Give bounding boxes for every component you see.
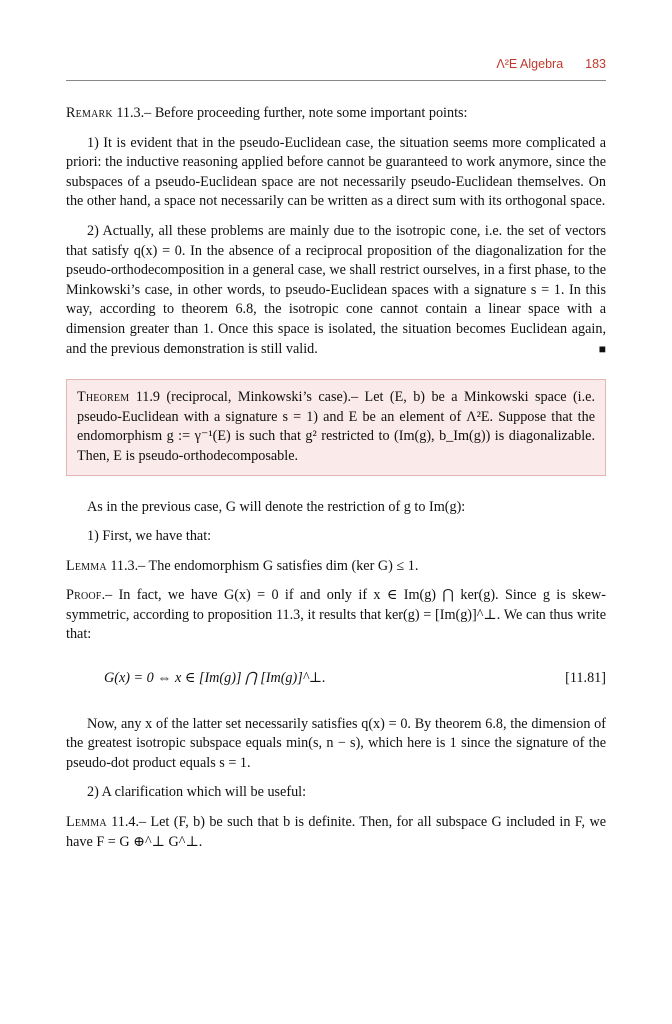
remark-intro: Before proceeding further, note some important points: (154, 105, 468, 121)
remark-point-1: 1) It is evident that in the pseudo-Euclidean case, the situation seems more complicated a priori: the inductive reasoning applied before cannot be guaranteed to work anymore, since the subspaces of a pseudo-Euclidean space are not necessarily pseudo-Euclidean themselves. On the other hand, a space not necessarily can be written as a direct sum with its orthogonal space. (66, 134, 606, 210)
remark-heading (66, 104, 606, 124)
proof-text: .– In fact, we have G(x) = 0 if and only if x ∈ Im(g) ⋂ ker(g). Since g is skew-symmetric, according to proposition 11.3, it results that ker(g) = [Im(g)]^⊥. We can thus write that: (66, 587, 606, 643)
equation-11-81 (66, 669, 606, 689)
remark-point-2 (66, 222, 606, 359)
theorem-box (66, 379, 606, 475)
remark-label: Remark (66, 105, 113, 121)
theorem (77, 388, 595, 466)
page-body (66, 104, 606, 862)
proof-label: Proof (66, 587, 102, 604)
lemma-text: 11.4.– Let (F, b) be such that b is definite. Then, for all subspace G included in F, we have F = G ⊕^⊥ G^⊥. (66, 814, 606, 850)
step-1: 1) First, we have that: (87, 528, 212, 545)
running-header-section: Λ²E Algebra (496, 57, 564, 71)
running-header (66, 57, 606, 71)
header-rule (66, 80, 606, 81)
lemma-label: Lemma (66, 814, 107, 831)
lemma-11-4 (66, 813, 606, 852)
proof (66, 586, 606, 645)
body-paragraph-2: Now, any x of the latter set necessarily satisfies q(x) = 0. By theorem 6.8, the dimension of the greatest isotropic subspace equals min(s, n − s), which here is 1 since the signature of the pseudo-dot product equals s = 1. (66, 715, 606, 771)
lemma-text: 11.3.– The endomorphism G satisfies dim (ker G) ≤ 1. (110, 557, 419, 574)
lemma-11-3 (66, 557, 606, 577)
page-number: 183 (585, 57, 606, 71)
qed-mark: ■ (598, 341, 606, 356)
remark-number: 11.3.– (116, 105, 155, 121)
remark-point-2-text: 2) Actually, all these problems are mainly due to the isotropic cone, i.e. the set of vectors that satisfy q(x) = 0. In the absence of a reciprocal proposition of the diagonalization for the pseudo-orthodecomposition in a general case, we shall restrict ourselves, in a first phase, to the Minkowski’s case, in other words, to pseudo-Euclidean spaces with a signature s = 1. In this way, according to theorem 6.8, the isotropic cone cannot contain a linear space with a dimension greater than 1. Once this space is isolated, the situation becomes Euclidean again, and the previous demonstration is still valid. (66, 222, 606, 357)
equation-number: [11.81] (565, 670, 606, 687)
equation-formula: G(x) = 0 ⇔ x ∈ [Im(g)] ⋂ [Im(g)]^⊥. (104, 670, 326, 687)
step-2: 2) A clarification which will be useful: (87, 784, 307, 801)
body-paragraph-1: As in the previous case, G will denote the restriction of g to Im(g): (87, 498, 466, 515)
lemma-label: Lemma (66, 557, 107, 574)
theorem-text: 11.9 (reciprocal, Minkowski’s case).– Let (E, b) be a Minkowski space (i.e. pseudo-Euclidean with a signature s = 1) and E be an element of Λ²E. Suppose that the endomorphism g := γ⁻¹(E) is such that g² restricted to (Im(g), b_Im(g)) is diagonalizable. Then, E is pseudo-orthodecomposable. (77, 389, 596, 464)
theorem-label: Theorem (77, 389, 130, 406)
